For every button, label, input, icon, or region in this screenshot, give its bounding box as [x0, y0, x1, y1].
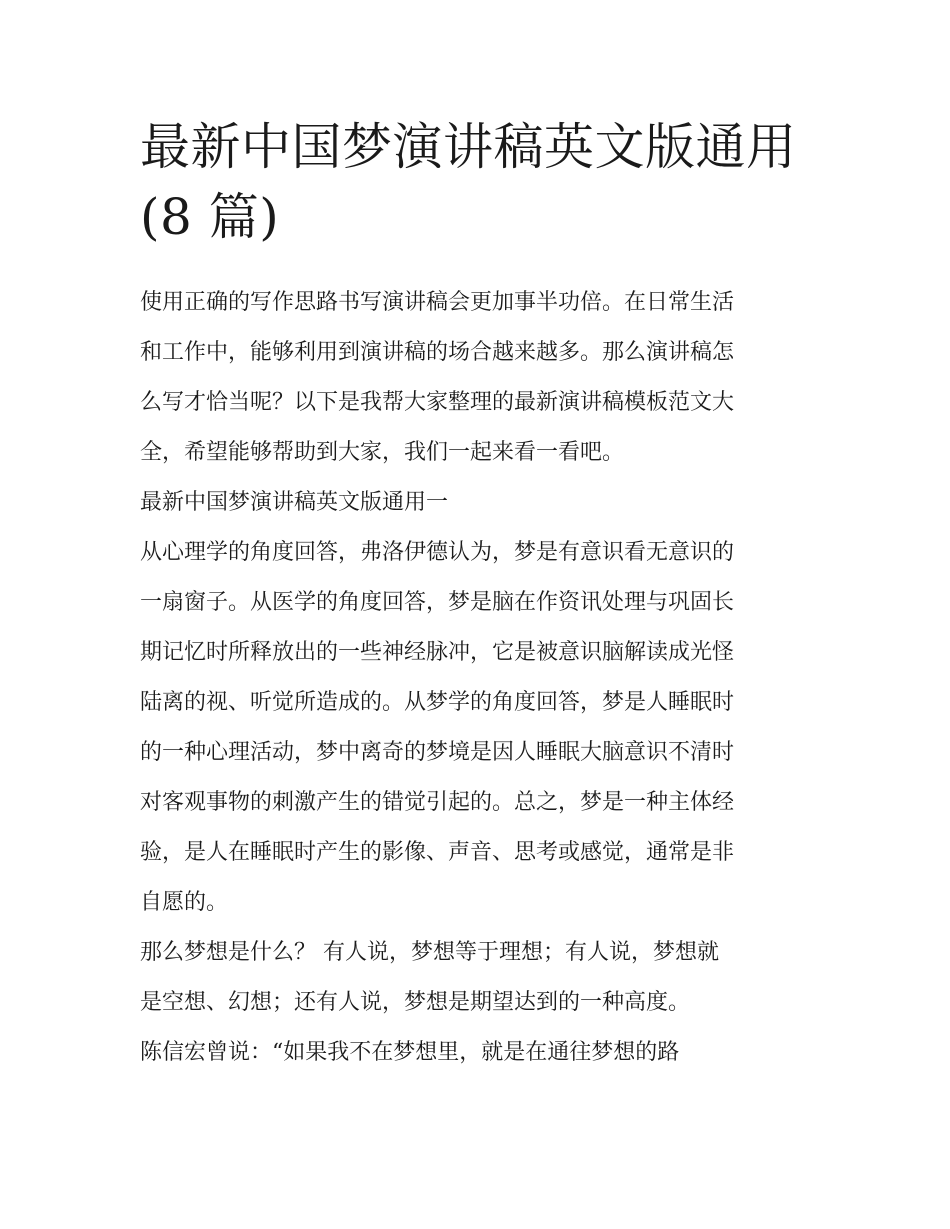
intro-paragraph: 使用正确的写作思路书写演讲稿会更加事半功倍。在日常生活 和工作中，能够利用到演讲稿的场合越来越多。那么演讲稿怎 么写才恰当呢？以下是我帮大家整理的最新演讲稿模板范文大 全，希望能够帮助到大家，我们一起来看一看吧。 [140, 290, 735, 465]
section-heading: 最新中国梦演讲稿英文版通用一 [140, 490, 449, 515]
document-page [140, 112, 820, 1078]
body-paragraph: 从心理学的角度回答，弗洛伊德认为，梦是有意识看无意识的 一扇窗子。从医学的角度回答，梦是脑在作资讯处理与巩固长 期记忆时所释放出的一些神经脉冲，它是被意识脑解读成光怪 陆离的视、听觉所造成的。从梦学的角度回答，梦是人睡眠时 的一种心理活动，梦中离奇的梦境是因人睡眠大脑意识不清时 对客观事物的刺激产生的错觉引起的。总之，梦是一种主体经 验，是人在睡眠时产生的影像、声音、思考或感觉，通常是非 自愿的。 [140, 540, 735, 915]
body-paragraph: 那么梦想是什么？ 有人说，梦想等于理想；有人说，梦想就 是空想、幻想；还有人说，梦想是期望达到的一种高度。 [140, 940, 719, 1015]
body-paragraph: 陈信宏曾说：“如果我不在梦想里，就是在通往梦想的路 [140, 1040, 680, 1065]
document-title: 最新中国梦演讲稿英文版通用 (8 篇) [140, 118, 797, 246]
document-body [140, 278, 820, 1078]
